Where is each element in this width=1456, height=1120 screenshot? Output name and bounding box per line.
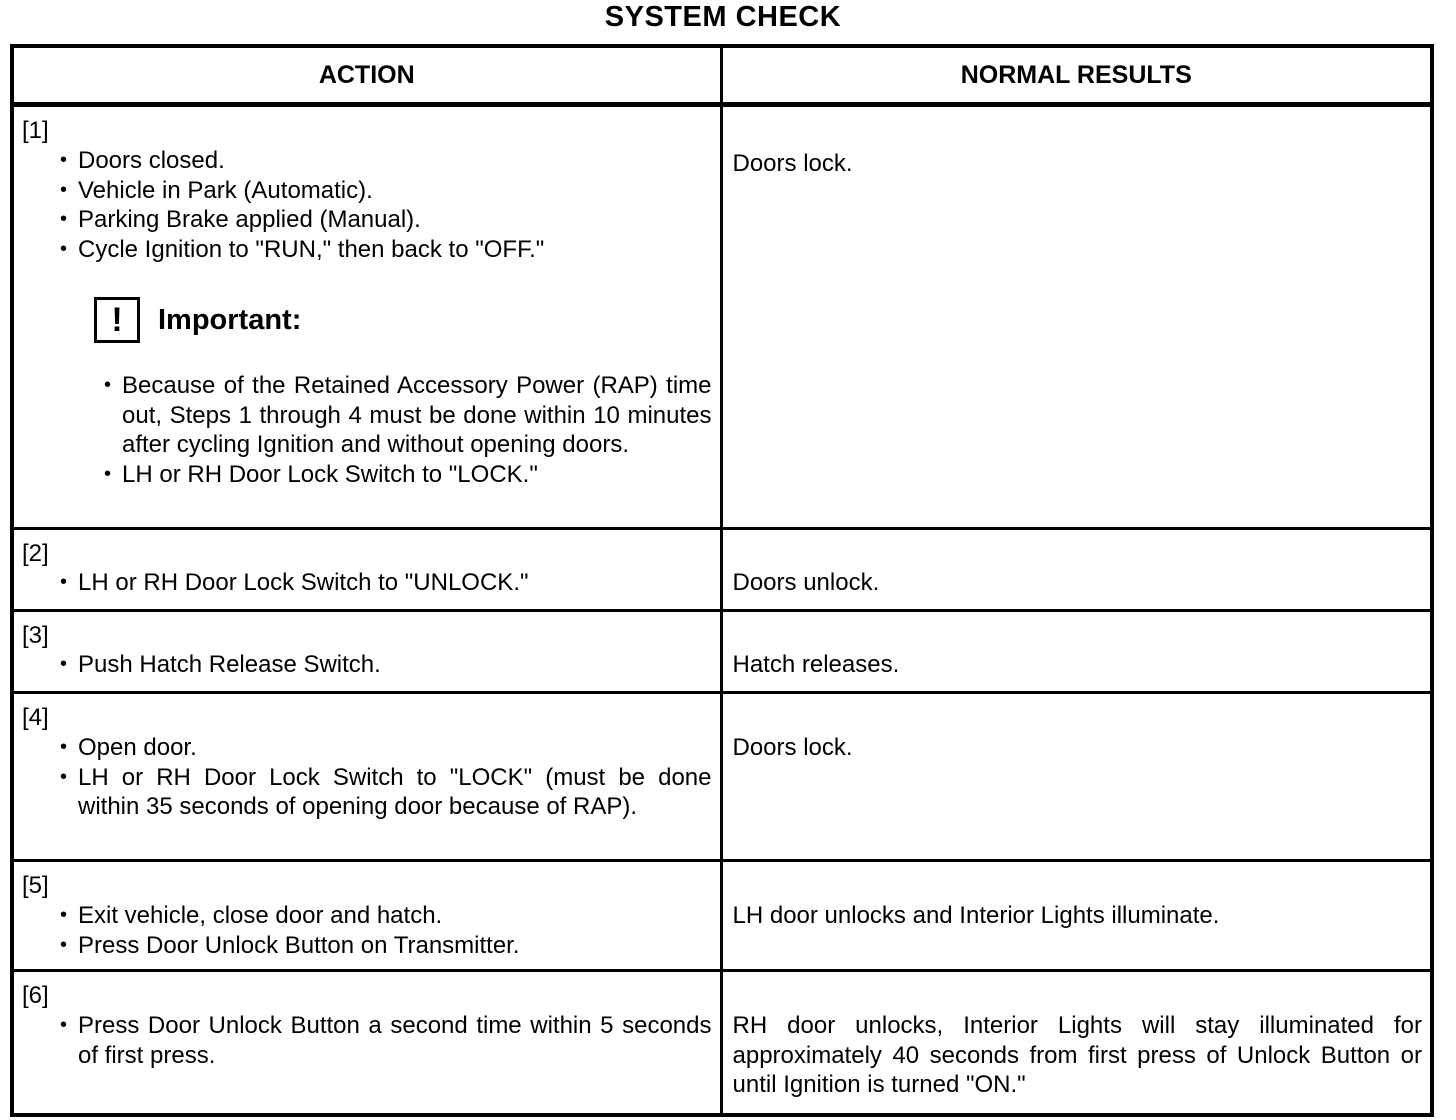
page-title: SYSTEM CHECK [604,1,842,33]
header-row [12,46,1432,105]
result-cell [721,611,1432,693]
result-cell [721,693,1432,861]
table-row [12,693,1432,861]
important-item: • LH or RH Door Lock Switch to "LOCK." [104,460,712,490]
action-item: • Open door. [60,733,712,763]
result-cell [721,105,1432,529]
action-cell [12,529,721,611]
action-item: • Cycle Ignition to "RUN," then back to "OFF." [60,235,712,265]
action-cell [12,611,721,693]
action-cell [12,693,721,861]
step-number: [1] [22,117,49,144]
action-list [60,146,712,264]
important-list [104,371,712,489]
action-list [60,901,712,960]
table-row [12,529,1432,611]
step-number: [3] [22,622,49,649]
action-item: • Press Door Unlock Button a second time within 5 seconds of first press. [60,1011,712,1070]
action-list [60,650,712,680]
result-cell [721,971,1432,1115]
step-number: [5] [22,872,49,899]
result-cell [721,529,1432,611]
action-item: • LH or RH Door Lock Switch to "LOCK" (must be done within 35 seconds of opening door because of RAP). [60,763,712,822]
action-item: • LH or RH Door Lock Switch to "UNLOCK." [60,568,712,598]
table-row [12,611,1432,693]
result-text: Doors lock. [732,734,853,761]
table-row [12,105,1432,529]
action-list [60,568,712,598]
important-label: Important: [158,303,302,336]
action-item: • Exit vehicle, close door and hatch. [60,901,712,931]
step-number: [4] [22,704,49,731]
action-list [60,1011,712,1070]
action-header: ACTION [12,46,721,105]
result-text: LH door unlocks and Interior Lights illuminate. [732,902,1220,929]
step-number: [2] [22,540,49,567]
result-text: RH door unlocks, Interior Lights will stay illuminated for approximately 40 seconds from first press of Unlock Button or until Ignition is turned "ON." [732,1012,1422,1098]
system-check-table [10,44,1434,1117]
exclamation-icon: ! [94,297,140,343]
action-item: • Parking Brake applied (Manual). [60,205,712,235]
action-item: • Doors closed. [60,146,712,176]
results-header: NORMAL RESULTS [721,46,1432,105]
step-number: [6] [22,982,49,1009]
result-text: Hatch releases. [732,651,900,678]
result-text: Doors lock. [732,150,853,177]
action-cell [12,861,721,971]
action-item: • Vehicle in Park (Automatic). [60,176,712,206]
table-row [12,861,1432,971]
action-cell [12,105,721,529]
table-row [12,971,1432,1115]
important-note [94,297,301,343]
important-item: • Because of the Retained Accessory Power (RAP) time out, Steps 1 through 4 must be done within 10 minutes after cycling Ignition and without opening doors. [104,371,712,460]
result-text: Doors unlock. [732,569,880,596]
action-item: • Press Door Unlock Button on Transmitter. [60,931,712,961]
result-cell [721,861,1432,971]
action-list [60,733,712,822]
action-item: • Push Hatch Release Switch. [60,650,712,680]
action-cell [12,971,721,1115]
